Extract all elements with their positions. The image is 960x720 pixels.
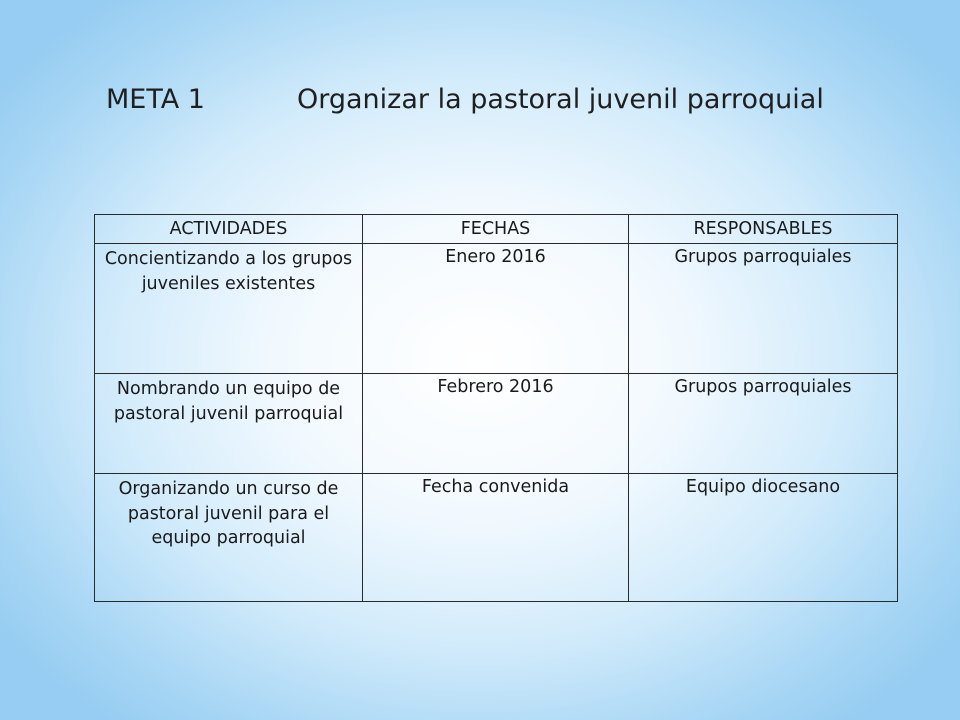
table-row (95, 244, 898, 374)
header-actividades: ACTIVIDADES (95, 215, 363, 244)
table-row (95, 474, 898, 602)
activities-table (94, 214, 898, 602)
table-header-row (95, 215, 898, 244)
meta-title: Organizar la pastoral juvenil parroquial (297, 84, 824, 115)
cell-responsable: Grupos parroquiales (629, 374, 898, 474)
table-row (95, 374, 898, 474)
cell-actividad: Concientizando a los grupos juveniles existentes (95, 244, 363, 374)
cell-fecha: Enero 2016 (363, 244, 629, 374)
cell-actividad: Nombrando un equipo de pastoral juvenil parroquial (95, 374, 363, 474)
cell-fecha: Fecha convenida (363, 474, 629, 602)
header-responsables: RESPONSABLES (629, 215, 898, 244)
cell-actividad: Organizando un curso de pastoral juvenil para el equipo parroquial (95, 474, 363, 602)
cell-fecha: Febrero 2016 (363, 374, 629, 474)
cell-responsable: Grupos parroquiales (629, 244, 898, 374)
meta-label: META 1 (106, 84, 205, 115)
cell-responsable: Equipo diocesano (629, 474, 898, 602)
slide-title (0, 84, 960, 124)
header-fechas: FECHAS (363, 215, 629, 244)
